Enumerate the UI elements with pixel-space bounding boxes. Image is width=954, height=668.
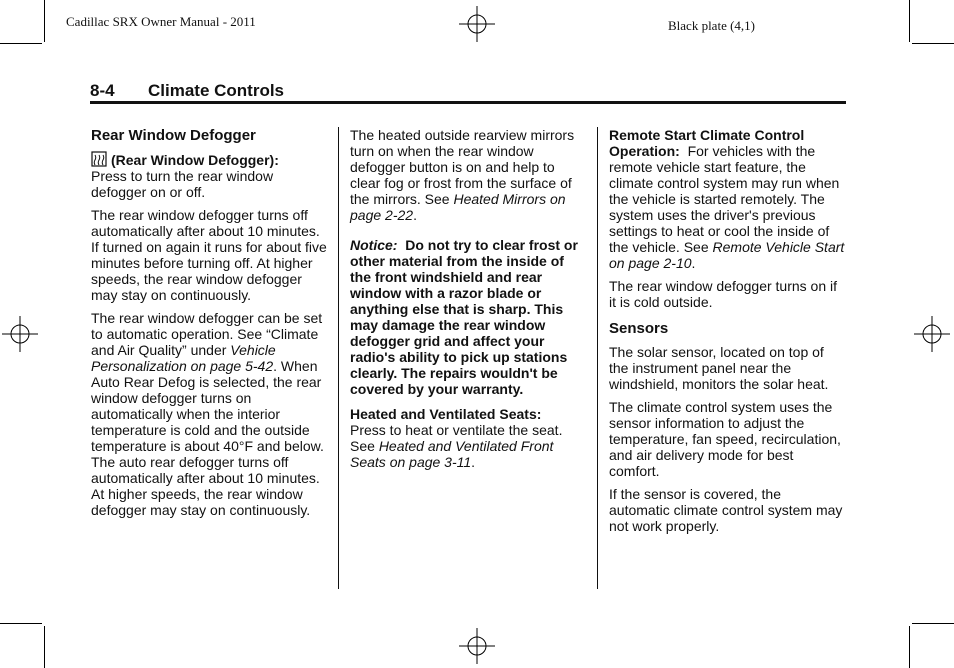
sensors-heading: Sensors <box>609 320 669 337</box>
column-1 <box>91 127 327 525</box>
paragraph <box>350 127 586 223</box>
crop-mark <box>909 626 910 668</box>
rear-defog-icon <box>91 151 107 167</box>
section-heading <box>90 81 284 101</box>
registration-mark-icon <box>2 316 38 352</box>
paragraph-text: For vehicles with the remote vehicle start feature, the climate control system may run when the vehicle is started remotely. The system uses the driver's previous settings to heat or cool the inside of the vehicle. See <box>609 143 840 255</box>
paragraph-text: . <box>413 207 417 223</box>
cross-reference-link[interactable]: Vehicle Personalization on page 5‑42 <box>91 342 276 374</box>
section-title: Climate Controls <box>148 81 285 100</box>
plate-label: Black plate (4,1) <box>668 18 755 33</box>
cross-reference-link[interactable]: Heated Mirrors on page 2‑22 <box>350 191 566 223</box>
crop-mark <box>0 623 42 624</box>
rear-window-defogger-heading: Rear Window Defogger <box>91 127 256 144</box>
paragraph-text: . <box>471 454 476 470</box>
registration-mark-icon <box>459 6 495 42</box>
section-number: 8-4 <box>90 81 115 100</box>
crop-mark <box>909 0 910 42</box>
paragraph-text: Press to heat or ventilate the seat. See <box>350 422 563 454</box>
crop-mark <box>0 43 42 44</box>
paragraph <box>609 127 845 271</box>
column-divider <box>338 127 339 589</box>
paragraph-text: . When Auto Rear Defog is selected, the rear window defogger turns on automatically when the interior temperature is cold and the outside temperature is about 40°F and below. The auto rear defogger turns off automatically after about 10 minutes. At higher speeds, the rear window defogger may stay on continuously. <box>91 358 324 518</box>
paragraph-text: Press to turn the rear window defogger on or off. <box>91 168 274 200</box>
paragraph: The climate control system uses the sensor information to adjust the temperature, fan speed, recirculation, and air delivery mode for best comfort. <box>609 399 841 479</box>
crop-mark <box>44 0 45 42</box>
remote-start-label: Remote Start Climate Control Operation: <box>609 127 805 159</box>
column-3 <box>609 127 845 541</box>
column-2 <box>350 127 586 477</box>
crop-mark <box>912 43 954 44</box>
heading-rule <box>90 101 846 104</box>
cross-reference-link[interactable]: Heated and Ventilated Front Seats on page 3‑11 <box>350 438 554 470</box>
paragraph <box>91 310 327 518</box>
notice-label: Notice: <box>350 237 398 253</box>
crop-mark <box>912 623 954 624</box>
paragraph-text: The heated outside rearview mirrors turn on when the rear window defogger button is on and help to clear fog or frost from the surface of the mirrors. See <box>350 127 575 207</box>
notice-paragraph <box>350 237 586 397</box>
crop-mark <box>44 626 45 668</box>
manual-title: Cadillac SRX Owner Manual - 2011 <box>66 14 256 29</box>
notice-text: Do not try to clear frost or other material from the inside of the front windshield and rear window with a razor blade or anything else that is sharp. This may damage the rear window defogger grid and affect your radio's ability to pick up stations clearly. The repairs wouldn't be covered by your warranty. <box>350 237 578 397</box>
paragraph: The rear window defogger turns off automatically after about 10 minutes. If turned on again it runs for about five minutes before turning off. At higher speeds, the rear window defogger may stay on continuously. <box>91 207 327 303</box>
defogger-label: (Rear Window Defogger): <box>111 152 279 168</box>
heated-seats-label: Heated and Ventilated Seats: <box>350 406 542 422</box>
paragraph: If the sensor is covered, the automatic climate control system may not work properly. <box>609 486 843 534</box>
paragraph: The solar sensor, located on top of the instrument panel near the windshield, monitors the solar heat. <box>609 344 829 392</box>
paragraph <box>91 151 327 200</box>
paragraph-text: . <box>691 255 696 271</box>
column-divider <box>597 127 598 589</box>
registration-mark-icon <box>914 316 950 352</box>
registration-mark-icon <box>459 628 495 664</box>
paragraph: The rear window defogger turns on if it is cold outside. <box>609 278 838 310</box>
paragraph <box>350 406 586 470</box>
paragraph-text: The rear window defogger can be set to automatic operation. See “Climate and Air Quality” under <box>91 310 323 358</box>
cross-reference-link[interactable]: Remote Vehicle Start on page 2‑10 <box>609 239 845 271</box>
